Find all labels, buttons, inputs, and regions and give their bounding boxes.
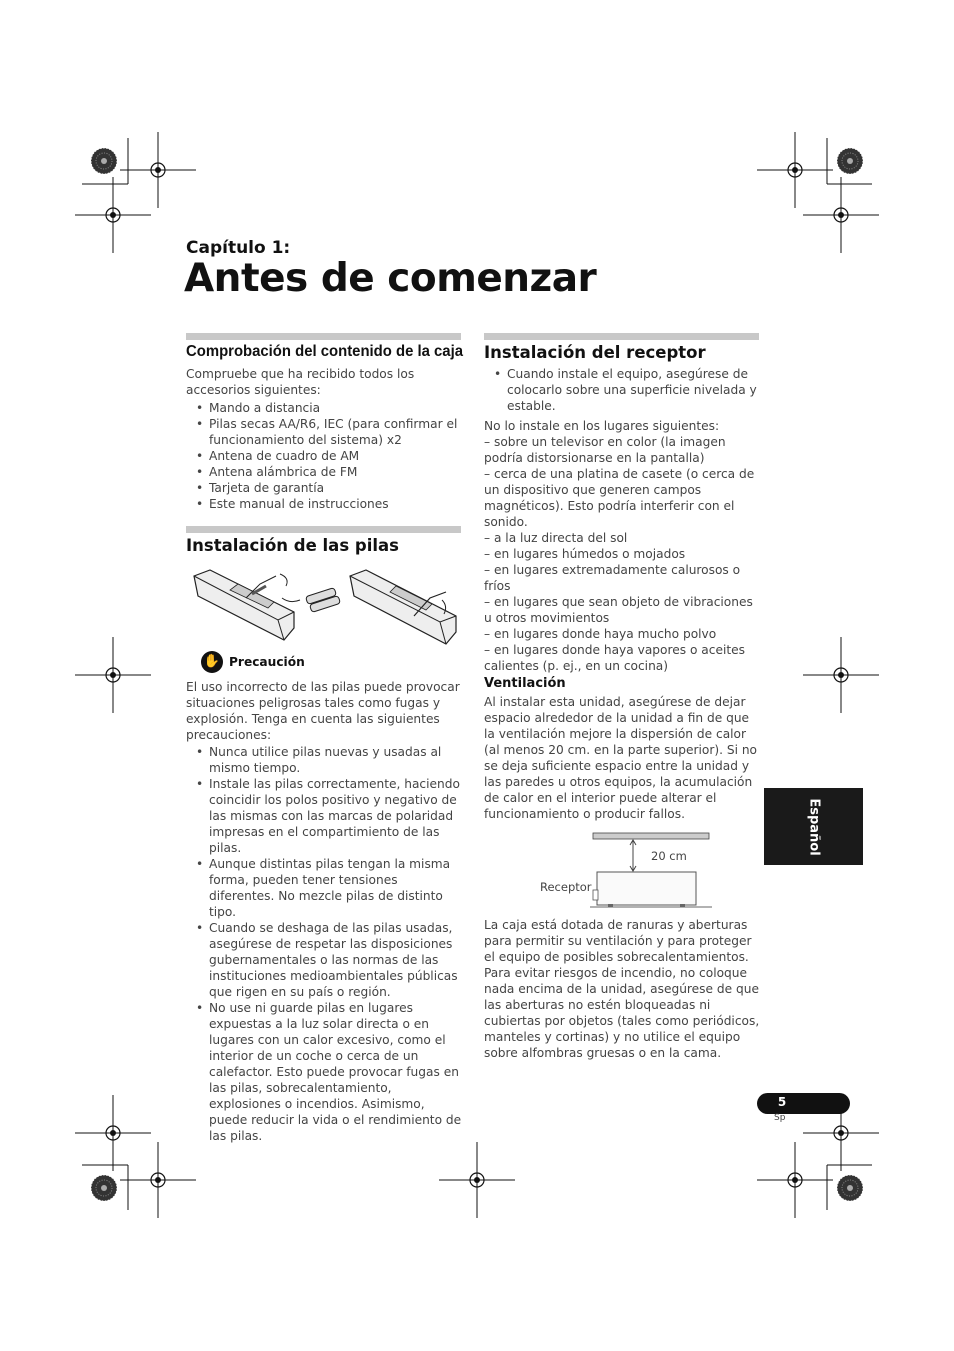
section-heading-installation: Instalación del receptor	[484, 343, 706, 362]
diagram-distance-label: 20 cm	[651, 849, 687, 863]
list-item: • Cuando instale el equipo, asegúrese de colocarlo sobre una superficie nivelada y estable.	[484, 366, 759, 414]
list-item: • Antena de cuadro de AM	[186, 448, 461, 464]
page-number: 5	[777, 1095, 787, 1109]
ventilation-diagram	[590, 832, 712, 912]
list-item: • Este manual de instrucciones	[186, 496, 461, 512]
page-title: Antes de comenzar	[184, 256, 597, 301]
remote-control-open	[194, 570, 300, 640]
chapter-label: Capítulo 1:	[186, 238, 291, 258]
remote-control-closing	[350, 570, 456, 644]
page-number-pill	[757, 1093, 850, 1114]
installation-bullet	[484, 366, 759, 414]
list-item: – en lugares extremadamente calurosos o fríos	[484, 563, 741, 593]
list-item: – cerca de una platina de casete (o cerca de un dispositivo que generen campos magnéticos). Esto podría interferir con el sonido.	[484, 467, 755, 529]
box-contents-list	[186, 400, 461, 512]
box-contents-intro: Compruebe que ha recibido todos los accesorios siguientes:	[186, 367, 415, 397]
language-tab-label: Español	[806, 797, 821, 856]
section-heading-batteries: Instalación de las pilas	[186, 536, 399, 555]
battery-installation-illustration	[190, 564, 460, 648]
section-divider	[186, 333, 461, 340]
list-item: – a la luz directa del sol	[484, 531, 628, 545]
battery-precautions-list	[186, 744, 462, 1144]
ventilation-text-2: La caja está dotada de ranuras y aberturas para permitir su ventilación y para proteger el equipo de posibles sobrecalentamientos. Para evitar riesgos de incendio, no coloque nada encima de la unidad, asegúrese de que las aberturas no estén bloqueadas ni cubiertas por objetos (tales como periódicos, manteles y cortinas) y no utilice el equipo sobre alfombras gruesas o en la cama.	[484, 918, 760, 1060]
list-item: – en lugares que sean objeto de vibraciones u otros movimientos	[484, 595, 753, 625]
section-divider	[484, 333, 759, 340]
aa-batteries	[305, 588, 340, 613]
list-item: – en lugares donde haya mucho polvo	[484, 627, 717, 641]
caution-intro: El uso incorrecto de las pilas puede provocar situaciones peligrosas tales como fugas y explosión. Tenga en cuenta las siguientes precauciones:	[186, 680, 460, 742]
page-language-code: Sp	[774, 1113, 786, 1123]
installation-places	[484, 418, 759, 674]
section-heading-box-contents: Comprobación del contenido de la caja	[186, 343, 463, 360]
ventilation-heading: Ventilación	[484, 676, 566, 691]
list-item: • Cuando se deshaga de las pilas usadas, asegúrese de respetar las disposiciones gubernamentales o las normas de las instituciones medioambientales públicas que rigen en su país o región.	[186, 920, 462, 1000]
ventilation-text: Al instalar esta unidad, asegúrese de dejar espacio alrededor de la unidad a fin de que la ventilación mejore la dispersión de calor (al menos 20 cm. en la parte superior). Si no se deja suficiente espacio entre la unidad y las paredes u otros equipos, la acumulación de calor en el interior puede alterar el funcionamiento o producir fallos.	[484, 695, 758, 821]
list-item: • Mando a distancia	[186, 400, 461, 416]
section-divider	[186, 526, 461, 533]
list-item: • Aunque distintas pilas tengan la misma forma, pueden tener tensiones diferentes. No mezcle pilas de distinto tipo.	[186, 856, 462, 920]
list-item: • No use ni guarde pilas en lugares expuestas a la luz solar directa o en lugares con un calor excesivo, como el interior de un coche o cerca de un calefactor. Esto puede provocar fugas en las pilas, sobrecalentamiento, explosiones o incendios. Asimismo, puede reducir la vida o el rendimiento de las pilas.	[186, 1000, 462, 1144]
list-item: • Tarjeta de garantía	[186, 480, 461, 496]
list-item: • Instale las pilas correctamente, haciendo coincidir los polos positivo y negativo de las mismas con las marcas de polaridad impresas en el compartimiento de las pilas.	[186, 776, 462, 856]
language-tab	[764, 788, 863, 865]
list-item: • Antena alámbrica de FM	[186, 464, 461, 480]
caution-label: Precaución	[229, 655, 305, 669]
installation-intro: No lo instale en los lugares siguientes:	[484, 419, 720, 433]
list-item: • Nunca utilice pilas nuevas y usadas al mismo tiempo.	[186, 744, 462, 776]
list-item: • Pilas secas AA/R6, IEC (para confirmar el funcionamiento del sistema) x2	[186, 416, 461, 448]
list-item: – en lugares donde haya vapores o aceites calientes (p. ej., en un cocina)	[484, 643, 745, 673]
list-item: – sobre un televisor en color (la imagen podría distorsionarse en la pantalla)	[484, 435, 726, 465]
list-item: – en lugares húmedos o mojados	[484, 547, 686, 561]
caution-hand-icon: ✋	[201, 651, 223, 673]
diagram-receiver-label: Receptor	[540, 880, 592, 894]
